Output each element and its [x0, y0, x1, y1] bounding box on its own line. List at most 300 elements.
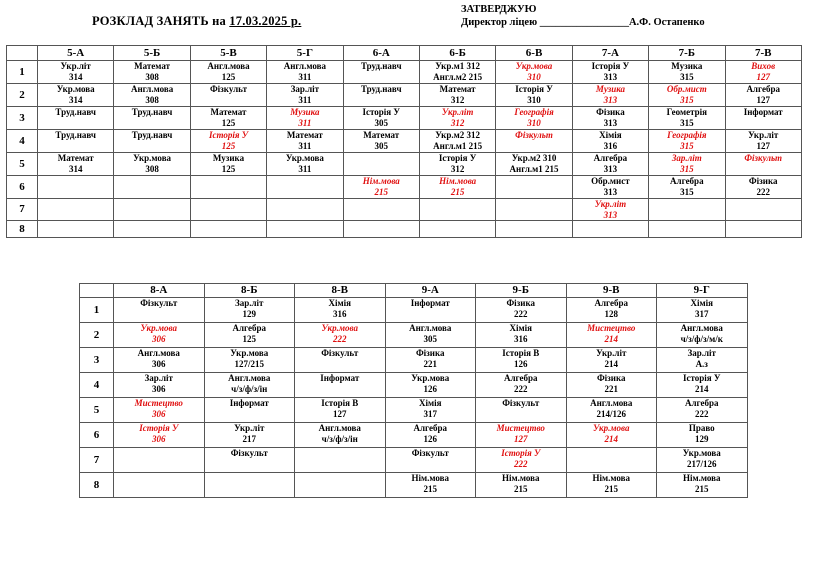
- lesson-number: 5: [7, 153, 38, 176]
- title-prefix: РОЗКЛАД ЗАНЯТЬ на: [92, 14, 230, 28]
- subject-name: Алгебра: [746, 84, 780, 94]
- lesson-cell: [295, 423, 386, 448]
- subject-name: Нім.мова: [501, 473, 540, 483]
- room-number: 316: [333, 308, 347, 319]
- room-number: 305: [423, 333, 437, 344]
- room-number: 126: [514, 358, 528, 369]
- subject-name: Укр.м2 310: [511, 153, 557, 163]
- lesson-cell: [343, 221, 419, 238]
- subject-name: Укр.мова: [285, 153, 324, 163]
- room-number: Англ.м1 215: [509, 163, 559, 174]
- subject-name: Алгебра: [594, 298, 629, 308]
- room-number: 310: [527, 71, 541, 82]
- lesson-row: [7, 176, 802, 199]
- schedule-table-grades-8-9: [79, 283, 748, 498]
- subject-name: Англ.мова: [590, 398, 633, 408]
- subject-name: Нім.мова: [411, 473, 450, 483]
- room-number: 221: [604, 383, 618, 394]
- subject-name: Зар.літ: [235, 298, 264, 308]
- lesson-cell: [38, 130, 114, 153]
- lesson-cell: [385, 473, 476, 498]
- room-number: 215: [423, 483, 437, 494]
- room-number: 308: [145, 94, 159, 105]
- subject-name: Зар.літ: [671, 153, 702, 163]
- lesson-row: [80, 473, 748, 498]
- subject-name: Математ: [210, 107, 247, 117]
- room-number: 315: [680, 140, 694, 151]
- room-number: 127: [333, 408, 347, 419]
- class-header: 7-В: [725, 46, 801, 61]
- approval-title: ЗАТВЕРДЖУЮ: [461, 4, 537, 15]
- room-number: 129: [242, 308, 256, 319]
- room-number: 215: [695, 483, 709, 494]
- subject-name: Обр.мист: [666, 84, 707, 94]
- class-header: 7-А: [572, 46, 648, 61]
- lesson-cell: [114, 199, 190, 221]
- subject-name: Труд.навч: [131, 130, 173, 140]
- subject-name: Інформат: [743, 107, 783, 117]
- room-number: 314: [68, 163, 83, 174]
- lesson-cell: [114, 323, 205, 348]
- lesson-row: [7, 61, 802, 84]
- lesson-cell: [476, 423, 567, 448]
- room-number: 312: [450, 117, 465, 128]
- room-number: 222: [514, 308, 528, 319]
- room-number: 306: [152, 383, 166, 394]
- subject-name: Нім.мова: [592, 473, 631, 483]
- lesson-cell: [566, 323, 657, 348]
- lesson-cell: [114, 107, 190, 130]
- subject-name: Алгебра: [503, 373, 538, 383]
- subject-name: Фізика: [415, 348, 445, 358]
- class-header: 5-А: [38, 46, 114, 61]
- subject-name: Укр.літ: [594, 199, 627, 209]
- room-number: 215: [514, 483, 528, 494]
- room-number: 222: [756, 186, 770, 197]
- class-header: 9-Б: [476, 284, 567, 298]
- room-number: 221: [423, 358, 437, 369]
- room-number: 316: [603, 140, 618, 151]
- subject-name: Нім.мова: [439, 176, 477, 186]
- room-number: 126: [423, 433, 437, 444]
- lesson-cell: [267, 199, 343, 221]
- lesson-cell: [114, 373, 205, 398]
- room-number: 127: [756, 71, 770, 82]
- lesson-cell: [114, 176, 190, 199]
- lesson-cell: [725, 221, 801, 238]
- room-number: 308: [145, 163, 159, 174]
- subject-name: Мистецтво: [496, 423, 545, 433]
- lesson-cell: [114, 348, 205, 373]
- lesson-cell: [114, 84, 190, 107]
- room-number: 310: [527, 117, 541, 128]
- subject-name: Фізика: [596, 107, 625, 117]
- lesson-number: 7: [80, 448, 114, 473]
- schedule-table-grades-5-7: [6, 45, 802, 238]
- lesson-cell: [38, 107, 114, 130]
- lesson-cell: [204, 398, 295, 423]
- room-number: 222: [514, 383, 528, 394]
- class-header: 7-Б: [649, 46, 725, 61]
- lesson-cell: [295, 398, 386, 423]
- subject-name: Хімія: [509, 323, 532, 333]
- room-number: 214: [604, 333, 618, 344]
- lesson-cell: [419, 61, 495, 84]
- room-number: 315: [680, 163, 694, 174]
- lesson-number: 2: [7, 84, 38, 107]
- lesson-cell: [190, 221, 266, 238]
- lesson-number: 3: [7, 107, 38, 130]
- lesson-cell: [476, 398, 567, 423]
- room-number: 308: [145, 71, 159, 82]
- subject-name: Англ.мова: [137, 348, 180, 358]
- lesson-cell: [385, 398, 476, 423]
- subject-name: Фізика: [596, 373, 626, 383]
- room-number: 127: [756, 140, 770, 151]
- room-number: 305: [374, 117, 388, 128]
- lesson-cell: [295, 473, 386, 498]
- subject-name: Математ: [134, 61, 171, 71]
- subject-name: Англ.мова: [130, 84, 174, 94]
- lesson-cell: [385, 298, 476, 323]
- lesson-row: [7, 107, 802, 130]
- subject-name: Укр.мова: [411, 373, 450, 383]
- lesson-cell: [419, 221, 495, 238]
- subject-name: Англ.мова: [680, 323, 723, 333]
- subject-name: Історія У: [362, 107, 401, 117]
- lesson-cell: [649, 199, 725, 221]
- lesson-cell: [343, 176, 419, 199]
- room-number: 311: [298, 117, 312, 128]
- lesson-cell: [725, 107, 801, 130]
- corner-cell: [80, 284, 114, 298]
- lesson-cell: [204, 423, 295, 448]
- subject-name: Укр.літ: [60, 61, 91, 71]
- room-number: 214/126: [596, 408, 626, 419]
- lesson-cell: [38, 221, 114, 238]
- subject-name: Обр.мист: [591, 176, 630, 186]
- lesson-cell: [566, 298, 657, 323]
- subject-name: Укр.мова: [682, 448, 721, 458]
- subject-name: Нім.мова: [362, 176, 400, 186]
- room-number: А.з: [695, 358, 708, 369]
- room-number: 315: [680, 117, 694, 128]
- subject-name: Математ: [439, 84, 476, 94]
- subject-name: Укр.мова: [133, 153, 172, 163]
- subject-name: Труд.навч: [360, 61, 402, 71]
- subject-name: Математ: [57, 153, 94, 163]
- lesson-cell: [496, 61, 572, 84]
- lesson-cell: [476, 473, 567, 498]
- lesson-cell: [649, 107, 725, 130]
- room-number: 305: [374, 140, 388, 151]
- lesson-row: [7, 84, 802, 107]
- lesson-cell: [649, 84, 725, 107]
- lesson-cell: [295, 348, 386, 373]
- room-number: ч/з/ф/з/м/к: [680, 333, 723, 344]
- subject-name: Інформат: [229, 398, 269, 408]
- subject-name: Історія У: [139, 423, 179, 433]
- subject-name: Історія У: [515, 84, 553, 94]
- lesson-cell: [114, 153, 190, 176]
- room-number: 313: [603, 71, 618, 82]
- subject-name: Укр.мова: [230, 348, 269, 358]
- room-number: 127: [756, 94, 770, 105]
- lesson-cell: [267, 153, 343, 176]
- subject-name: Труд.навч: [55, 130, 96, 140]
- subject-name: Алгебра: [413, 423, 448, 433]
- subject-name: Укр.мова: [593, 423, 630, 433]
- approval-signature-line: Директор ліцею _________________А.Ф. Остапенко: [461, 17, 705, 28]
- subject-name: Фізкульт: [502, 398, 540, 408]
- room-number: 312: [450, 94, 465, 105]
- subject-name: Історія В: [502, 348, 540, 358]
- lesson-cell: [419, 107, 495, 130]
- lesson-cell: [419, 84, 495, 107]
- lesson-cell: [114, 298, 205, 323]
- lesson-cell: [385, 323, 476, 348]
- lesson-cell: [267, 130, 343, 153]
- lesson-cell: [343, 199, 419, 221]
- subject-name: Вихов: [751, 61, 776, 71]
- lesson-cell: [295, 298, 386, 323]
- lesson-cell: [657, 323, 748, 348]
- lesson-cell: [295, 323, 386, 348]
- room-number: ч/з/ф/з/ін: [231, 383, 268, 394]
- lesson-cell: [566, 398, 657, 423]
- subject-name: Геометрія: [666, 107, 708, 117]
- room-number: 315: [680, 94, 694, 105]
- room-number: 126: [423, 383, 437, 394]
- subject-name: Укр.літ: [234, 423, 265, 433]
- room-number: 128: [604, 308, 618, 319]
- room-number: 316: [514, 333, 528, 344]
- room-number: 314: [68, 71, 83, 82]
- lesson-cell: [725, 176, 801, 199]
- room-number: 127/215: [234, 358, 264, 369]
- subject-name: Математ: [286, 130, 323, 140]
- lesson-cell: [204, 323, 295, 348]
- lesson-cell: [190, 130, 266, 153]
- lesson-cell: [572, 221, 648, 238]
- lesson-row: [80, 423, 748, 448]
- subject-name: Фізика: [748, 176, 778, 186]
- subject-name: Зар.літ: [290, 84, 320, 94]
- subject-name: Укр.літ: [596, 348, 627, 358]
- subject-name: Фізкульт: [515, 130, 553, 140]
- subject-name: Історія В: [321, 398, 359, 408]
- lesson-cell: [267, 107, 343, 130]
- lesson-cell: [190, 153, 266, 176]
- subject-name: Мистецтво: [587, 323, 636, 333]
- room-number: 315: [680, 186, 694, 197]
- room-number: 214: [604, 433, 618, 444]
- subject-name: Мистецтво: [134, 398, 183, 408]
- lesson-cell: [657, 298, 748, 323]
- subject-name: Англ.мова: [228, 373, 271, 383]
- lesson-cell: [496, 199, 572, 221]
- subject-name: Укр.літ: [748, 130, 779, 140]
- lesson-cell: [657, 423, 748, 448]
- class-header: 9-В: [566, 284, 657, 298]
- lesson-cell: [572, 84, 648, 107]
- lesson-cell: [385, 348, 476, 373]
- room-number: 306: [152, 408, 166, 419]
- lesson-number: 8: [7, 221, 38, 238]
- lesson-cell: [725, 130, 801, 153]
- lesson-row: [80, 448, 748, 473]
- lesson-cell: [204, 348, 295, 373]
- room-number: 313: [603, 163, 618, 174]
- room-number: 317: [695, 308, 709, 319]
- lesson-cell: [649, 176, 725, 199]
- lesson-number: 2: [80, 323, 114, 348]
- lesson-number: 6: [7, 176, 38, 199]
- lesson-number: 1: [7, 61, 38, 84]
- lesson-cell: [476, 298, 567, 323]
- room-number: 311: [298, 140, 312, 151]
- room-number: 311: [298, 71, 312, 82]
- class-header: 9-А: [385, 284, 476, 298]
- lesson-number: 1: [80, 298, 114, 323]
- room-number: 310: [527, 94, 541, 105]
- lesson-cell: [343, 153, 419, 176]
- room-number: 215: [450, 186, 465, 197]
- room-number: 313: [603, 209, 618, 220]
- lesson-cell: [343, 84, 419, 107]
- lesson-cell: [476, 448, 567, 473]
- lesson-cell: [572, 107, 648, 130]
- subject-name: Укр.мова: [515, 61, 553, 71]
- subject-name: Алгебра: [684, 398, 719, 408]
- lesson-cell: [114, 398, 205, 423]
- room-number: 317: [423, 408, 437, 419]
- subject-name: Фізкульт: [209, 84, 248, 94]
- lesson-cell: [295, 373, 386, 398]
- room-number: 215: [604, 483, 618, 494]
- room-number: 127: [514, 433, 528, 444]
- room-number: 306: [152, 333, 166, 344]
- subject-name: Алгебра: [593, 153, 628, 163]
- lesson-cell: [725, 61, 801, 84]
- subject-name: Історія У: [438, 153, 477, 163]
- lesson-cell: [190, 107, 266, 130]
- room-number: 217/126: [686, 458, 717, 469]
- subject-name: Хімія: [419, 398, 442, 408]
- lesson-cell: [267, 61, 343, 84]
- lesson-cell: [267, 84, 343, 107]
- subject-name: Труд.навч: [360, 84, 402, 94]
- lesson-cell: [204, 473, 295, 498]
- subject-name: Труд.навч: [55, 107, 96, 117]
- room-number: 306: [152, 433, 166, 444]
- room-number: 313: [603, 186, 618, 197]
- lesson-cell: [385, 373, 476, 398]
- lesson-cell: [725, 153, 801, 176]
- subject-name: Хімія: [328, 298, 351, 308]
- room-number: 129: [695, 433, 709, 444]
- room-number: 215: [374, 186, 388, 197]
- lesson-row: [80, 298, 748, 323]
- subject-name: Фізкульт: [744, 153, 783, 163]
- room-number: Англ.м2 215: [433, 71, 483, 82]
- lesson-row: [80, 373, 748, 398]
- room-number: 217: [242, 433, 256, 444]
- subject-name: Хімія: [690, 298, 713, 308]
- lesson-cell: [649, 221, 725, 238]
- subject-name: Математ: [363, 130, 400, 140]
- subject-name: Фізкульт: [321, 348, 359, 358]
- lesson-cell: [496, 221, 572, 238]
- room-number: 306: [152, 358, 166, 369]
- lesson-cell: [343, 107, 419, 130]
- class-header: 9-Г: [657, 284, 748, 298]
- room-number: 222: [333, 333, 347, 344]
- subject-name: Фізкульт: [140, 298, 178, 308]
- lesson-number: 7: [7, 199, 38, 221]
- lesson-cell: [657, 373, 748, 398]
- lesson-cell: [572, 153, 648, 176]
- subject-name: Алгебра: [232, 323, 267, 333]
- subject-name: Фізика: [506, 298, 536, 308]
- class-header: 8-В: [295, 284, 386, 298]
- room-number: 222: [514, 458, 528, 469]
- room-number: 313: [603, 117, 618, 128]
- subject-name: Англ.мова: [283, 61, 326, 71]
- lesson-cell: [566, 423, 657, 448]
- lesson-number: 4: [80, 373, 114, 398]
- subject-name: Інформат: [410, 298, 450, 308]
- lesson-cell: [190, 84, 266, 107]
- class-header: 8-А: [114, 284, 205, 298]
- schedule-title: [92, 14, 301, 29]
- lesson-cell: [419, 130, 495, 153]
- lesson-cell: [38, 176, 114, 199]
- lesson-cell: [385, 448, 476, 473]
- lesson-cell: [114, 423, 205, 448]
- lesson-cell: [38, 199, 114, 221]
- lesson-cell: [572, 61, 648, 84]
- room-number: 311: [298, 163, 312, 174]
- lesson-cell: [566, 473, 657, 498]
- lesson-cell: [566, 448, 657, 473]
- class-header: 5-Б: [114, 46, 190, 61]
- lesson-cell: [114, 448, 205, 473]
- lesson-cell: [649, 61, 725, 84]
- lesson-row: [80, 348, 748, 373]
- room-number: 125: [221, 117, 236, 128]
- lesson-cell: [657, 398, 748, 423]
- lesson-cell: [38, 84, 114, 107]
- lesson-cell: [343, 61, 419, 84]
- subject-name: Музика: [212, 153, 245, 163]
- lesson-row: [80, 323, 748, 348]
- subject-name: Англ.мова: [409, 323, 452, 333]
- lesson-cell: [657, 473, 748, 498]
- room-number: Англ.м1 215: [433, 140, 483, 151]
- subject-name: Географія: [667, 130, 707, 140]
- class-header: 6-В: [496, 46, 572, 61]
- subject-name: Фізкульт: [411, 448, 449, 458]
- class-header: 5-Г: [267, 46, 343, 61]
- room-number: 222: [695, 408, 709, 419]
- lesson-cell: [190, 61, 266, 84]
- subject-name: Укр.м1 312: [435, 61, 480, 71]
- class-header: 6-А: [343, 46, 419, 61]
- subject-name: Музика: [595, 84, 626, 94]
- lesson-cell: [419, 176, 495, 199]
- lesson-cell: [343, 130, 419, 153]
